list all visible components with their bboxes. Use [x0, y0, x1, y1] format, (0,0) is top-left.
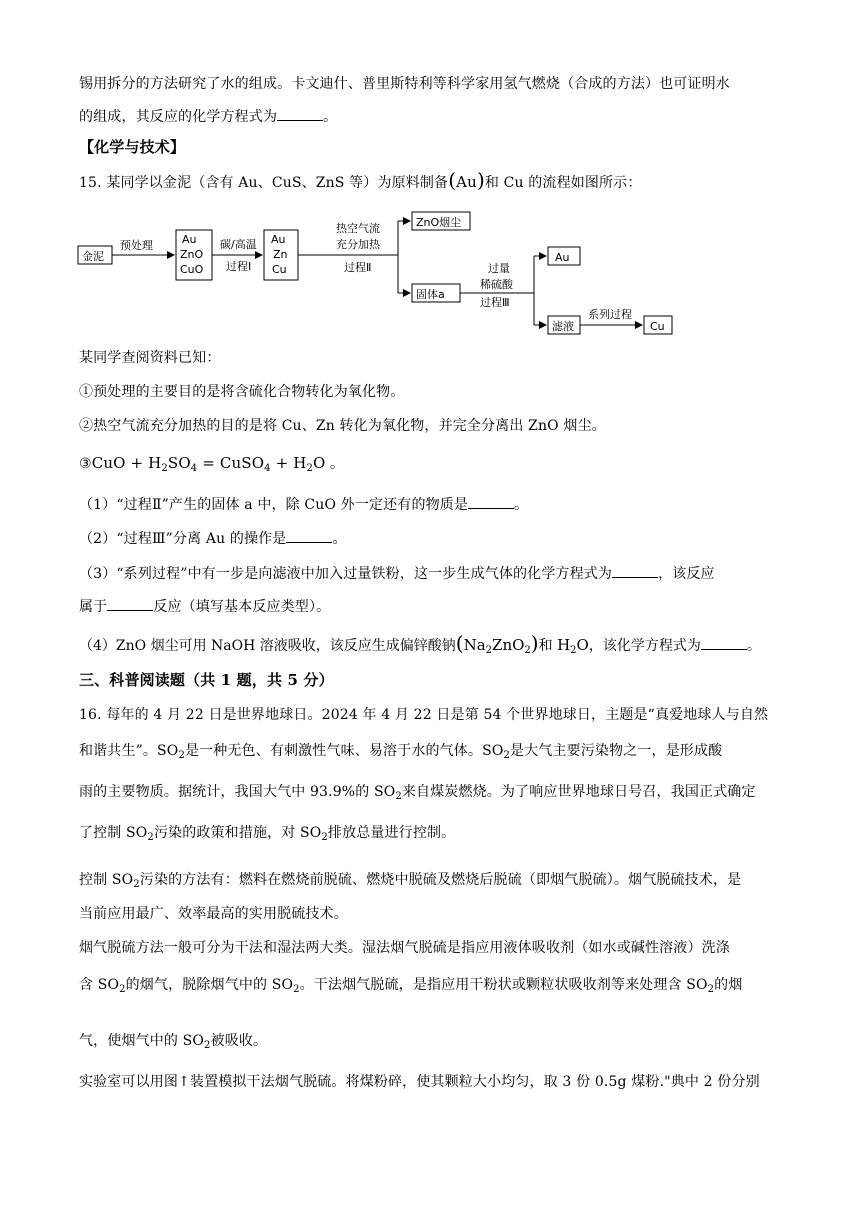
flow-label-step3: 过程Ⅱ	[344, 261, 372, 274]
flow-label-step4: 稀硫酸	[480, 278, 513, 291]
flow-box2-item: Cu	[272, 263, 287, 276]
flow-label-step3: 热空气流	[336, 222, 380, 235]
info-title: 某同学查阅资料已知：	[79, 350, 221, 366]
q16-line-7: 烟气脱硫方法一般可分为干法和湿法两大类。湿法烟气脱硫是指应用液体吸收剂（如水或碱性溶液）洗涤	[79, 940, 730, 956]
flow-box1-item: ZnO	[180, 248, 204, 261]
flow-label-start: 金泥	[82, 250, 104, 263]
flow-label-au: Au	[555, 251, 570, 264]
section-heading-chem-tech: 【化学与技术】	[79, 138, 186, 156]
process-flow-diagram	[76, 206, 676, 338]
q15-part-1: （1）“过程Ⅱ”产生的固体 a 中，除 CuO 外一定还有的物质是 。	[79, 494, 785, 515]
flow-label-step2-top: 碳/高温	[220, 238, 257, 251]
q16-line-10: 实验室可以用图↑装置模拟干法烟气脱硫。将煤粉碎，使其颗粒大小均匀，取 3 份 0.5g 煤粉."典中 2 份分别	[79, 1074, 760, 1090]
flow-label-cu: Cu	[650, 320, 665, 333]
q15-part-3: （3）“系列过程”中有一步是向滤液中加入过量铁粉，这一步生成气体的化学方程式为 ，该反应	[79, 563, 785, 584]
flow-label-step3: 充分加热	[336, 238, 380, 251]
q16-line-4: 了控制 $SO_2$污染的政策和措施，对 $SO_2$排放总量进行控制。	[79, 825, 456, 843]
answer-blank[interactable]	[277, 106, 323, 121]
answer-blank[interactable]	[701, 635, 747, 650]
flow-box1-item: Au	[182, 233, 197, 246]
q16-line-8: 含 $SO_2$的烟气，脱除烟气中的 $SO_2$。干法烟气脱硫，是指应用干粉状或颗粒状吸收剂等来处理含 $SO_2$的烟	[79, 977, 743, 995]
intro-line-2: 的组成，其反应的化学方程式为 。	[79, 106, 785, 127]
q16-line-5: 控制 $SO_2$污染的方法有：燃料在燃烧前脱硫、燃烧中脱硫及燃烧后脱硫（即烟气脱硫）。烟气脱硫技术，是	[79, 872, 742, 890]
q15-part-2: （2）“过程Ⅲ”分离 Au 的操作是 。	[79, 528, 785, 549]
answer-blank[interactable]	[107, 596, 153, 611]
q16-line-2: 和谐共生”。$SO_2$是一种无色、有刺激性气味、易溶于水的气体。$SO_2$是大气主要污染物之一，是形成酸	[79, 743, 723, 761]
answer-blank[interactable]	[612, 563, 658, 578]
q16-line-3: 雨的主要物质。据统计，我国大气中 93.9%的 $SO_2$来自煤炭燃烧。为了响应世界地球日号召，我国正式确定	[79, 784, 756, 802]
info-3-equation: ③CuO + $H_2SO_4$ = CuSO$_4$ + $H_2O$ 。	[79, 454, 345, 474]
q16-line-1: 16. 每年的 4 月 22 日是世界地球日。2024 年 4 月 22 日是第 54 个世界地球日，主题是“真爱地球人与自然	[79, 707, 769, 723]
flow-label-step2-bottom: 过程Ⅰ	[226, 260, 252, 273]
info-2: ②热空气流充分加热的目的是将 Cu、Zn 转化为氧化物，并完全分离出 ZnO 烟尘。	[79, 418, 606, 434]
intro-line-1: 锡用拆分的方法研究了水的组成。卡文迪什、普里斯特利等科学家用氢气燃烧（合成的方法）也可证明水	[79, 76, 730, 92]
flow-box2-item: Zn	[273, 248, 288, 261]
flow-box1-item: CuO	[180, 263, 204, 276]
q15-part-3-cont: 属于 反应（填写基本反应类型）。	[79, 596, 785, 617]
answer-blank[interactable]	[468, 494, 514, 509]
info-1: ①预处理的主要目的是将含硫化合物转化为氧化物。	[79, 384, 405, 400]
flow-label-step5: 系列过程	[588, 308, 632, 321]
flow-label-step4: 过程Ⅲ	[480, 296, 510, 309]
flow-box2-item: Au	[271, 233, 286, 246]
q15-stem: 15. 某同学以金泥（含有 Au、CuS、ZnS 等）为原料制备(Au)和 Cu 的流程如图所示：	[79, 168, 642, 192]
section-heading-3: 三、科普阅读题（共 1 题，共 5 分）	[79, 671, 334, 689]
answer-blank[interactable]	[286, 528, 332, 543]
flow-label-solid: 固体a	[416, 288, 445, 301]
flow-label-filtrate: 滤液	[552, 320, 574, 333]
q15-part-4: （4）ZnO 烟尘可用 NaOH 溶液吸收，该反应生成偏锌酸钠$(Na_2ZnO_2)$和 $H_2O$，该化学方程式为 。	[79, 631, 761, 656]
flow-label-step4: 过量	[488, 262, 510, 275]
flow-label-step1: 预处理	[120, 239, 153, 252]
q16-line-9: 气，使烟气中的 $SO_2$被吸收。	[79, 1033, 268, 1051]
q16-line-6: 当前应用最广、效率最高的实用脱硫技术。	[79, 906, 348, 922]
flow-label-dust: ZnO烟尘	[416, 216, 462, 229]
